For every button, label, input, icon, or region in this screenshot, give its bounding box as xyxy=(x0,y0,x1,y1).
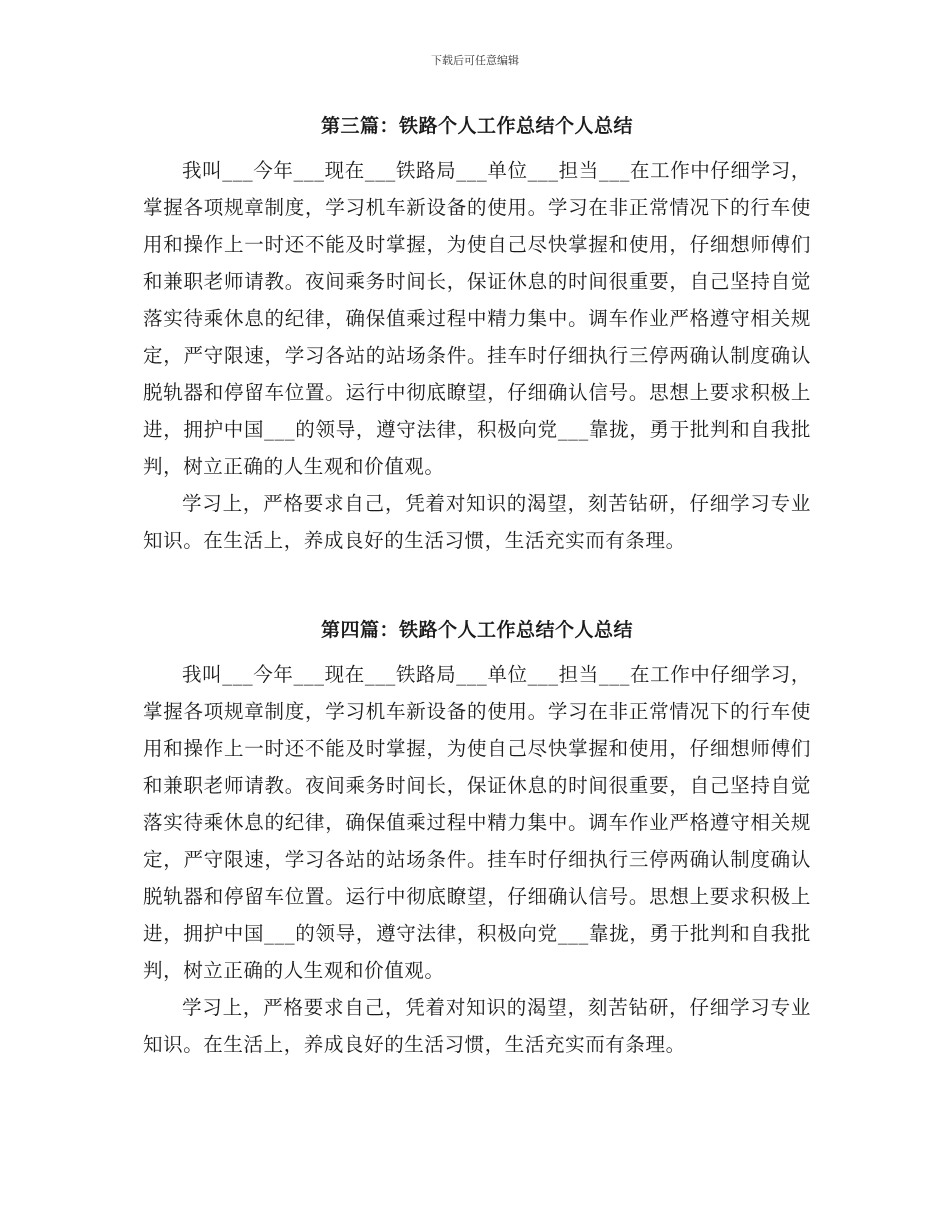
section-4 xyxy=(143,616,811,1063)
paragraph: 学习上，严格要求自己，凭着对知识的渴望，刻苦钻研，仔细学习专业知识。在生活上，养成良好的生活习惯，生活充实而有条理。 xyxy=(143,492,811,552)
paragraph: 学习上，严格要求自己，凭着对知识的渴望，刻苦钻研，仔细学习专业知识。在生活上，养成良好的生活习惯，生活充实而有条理。 xyxy=(143,996,811,1056)
paragraph: 我叫___今年___现在___铁路局___单位___担当___在工作中仔细学习，掌握各项规章制度，学习机车新设备的使用。学习在非正常情况下的行车使用和操作上一时还不能及时掌握，为使自己尽快掌握和使用，仔细想师傅们和兼职老师请教。夜间乘务时间长，保证休息的时间很重要，自己坚持自觉落实待乘休息的纪律，确保值乘过程中精力集中。调车作业严格遵守相关规定，严守限速，学习各站的站场条件。挂车时仔细执行三停两确认制度确认脱轨器和停留车位置。运行中彻底瞭望，仔细确认信号。思想上要求积极上进，拥护中国___的领导，遵守法律，积极向党___靠拢，勇于批判和自我批判，树立正确的人生观和价值观。 xyxy=(143,663,812,982)
section-3 xyxy=(143,112,811,559)
section-title: 第三篇：铁路个人工作总结个人总结 xyxy=(320,115,633,137)
header-note: 下载后可任意编辑 xyxy=(431,54,519,67)
section-title: 第四篇：铁路个人工作总结个人总结 xyxy=(320,619,633,641)
paragraph: 我叫___今年___现在___铁路局___单位___担当___在工作中仔细学习，掌握各项规章制度，学习机车新设备的使用。学习在非正常情况下的行车使用和操作上一时还不能及时掌握，为使自己尽快掌握和使用，仔细想师傅们和兼职老师请教。夜间乘务时间长，保证休息的时间很重要，自己坚持自觉落实待乘休息的纪律，确保值乘过程中精力集中。调车作业严格遵守相关规定，严守限速，学习各站的站场条件。挂车时仔细执行三停两确认制度确认脱轨器和停留车位置。运行中彻底瞭望，仔细确认信号。思想上要求积极上进，拥护中国___的领导，遵守法律，积极向党___靠拢，勇于批判和自我批判，树立正确的人生观和价值观。 xyxy=(143,159,812,478)
